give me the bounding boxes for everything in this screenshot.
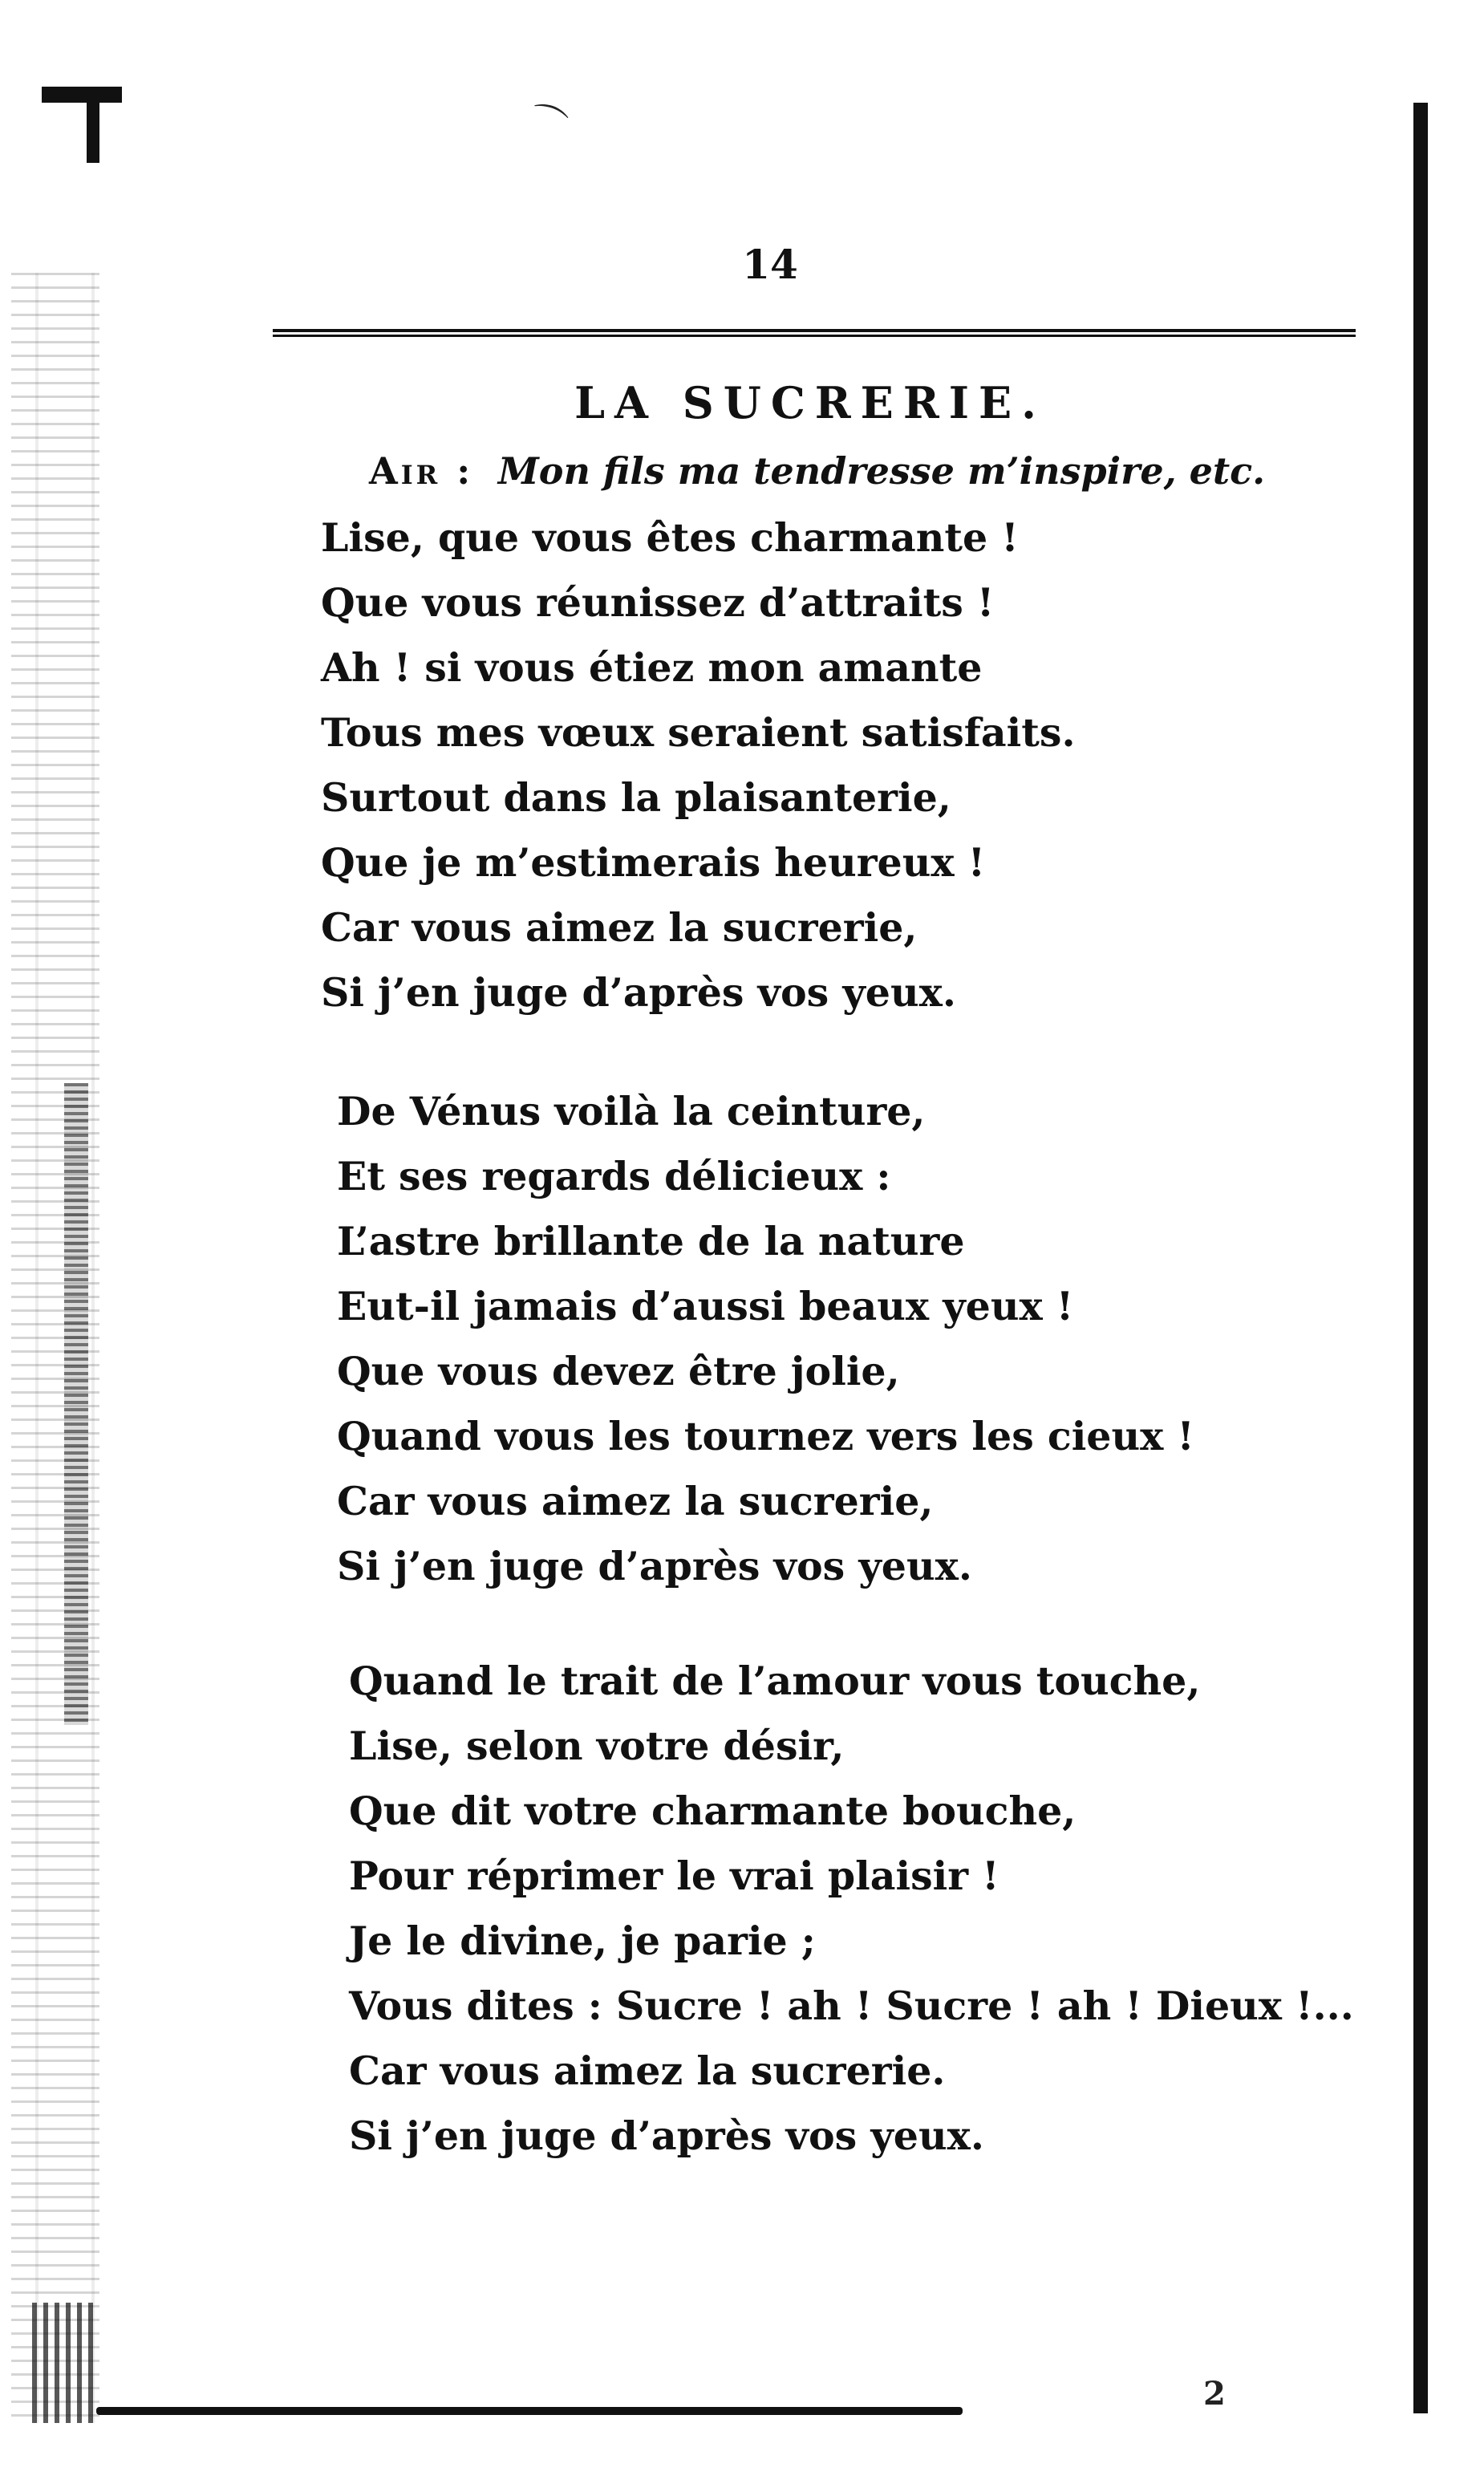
verse-line: Que vous devez être jolie, bbox=[337, 1348, 900, 1394]
signature-mark: 2 bbox=[1203, 2375, 1226, 2413]
scan-stray-mark: ⌒ bbox=[522, 96, 572, 151]
verse-line: Lise, selon votre désir, bbox=[349, 1723, 845, 1769]
verse-line: L’astre brillante de la nature bbox=[337, 1218, 965, 1264]
verse-line: Car vous aimez la sucrerie, bbox=[321, 904, 918, 951]
verse-line: Quand vous les tournez vers les cieux ! bbox=[337, 1413, 1194, 1459]
verse-line: Quand le trait de l’amour vous touche, bbox=[349, 1658, 1201, 1704]
verse-line: Si j’en juge d’après vos yeux. bbox=[337, 1543, 972, 1589]
verse-line: Vous dites : Sucre ! ah ! Sucre ! ah ! Dieux !... bbox=[349, 1983, 1354, 2029]
stanza-2 bbox=[337, 1079, 1194, 1599]
verse-line: De Vénus voilà la ceinture, bbox=[337, 1088, 926, 1134]
verse-line: Eut-il jamais d’aussi beaux yeux ! bbox=[337, 1283, 1074, 1329]
verse-line: Pour réprimer le vrai plaisir ! bbox=[349, 1853, 999, 1899]
page-number: 14 bbox=[742, 241, 798, 288]
verse-line: Tous mes vœux seraient satisfaits. bbox=[321, 709, 1076, 756]
air-label: Air : bbox=[369, 449, 474, 493]
stanza-3 bbox=[349, 1649, 1354, 2169]
verse-line: Surtout dans la plaisanterie, bbox=[321, 774, 951, 821]
verse-line: Que vous réunissez d’attraits ! bbox=[321, 579, 995, 626]
verse-line: Si j’en juge d’après vos yeux. bbox=[321, 969, 956, 1016]
scan-edge-mark bbox=[87, 87, 99, 163]
verse-line: Lise, que vous êtes charmante ! bbox=[321, 514, 1019, 561]
verse-line: Car vous aimez la sucrerie, bbox=[337, 1478, 934, 1524]
scan-right-edge bbox=[1413, 103, 1428, 2413]
verse-line: Car vous aimez la sucrerie. bbox=[349, 2048, 946, 2094]
header-rule bbox=[273, 329, 1356, 337]
scan-bottom-edge bbox=[96, 2407, 963, 2415]
air-tune: Mon fils ma tendresse m’inspire, etc. bbox=[497, 449, 1266, 493]
verse-line: Je le divine, je parie ; bbox=[349, 1918, 816, 1964]
verse-line: Si j’en juge d’après vos yeux. bbox=[349, 2113, 984, 2159]
scan-edge-speckle bbox=[64, 1083, 88, 1725]
poem-title: LA SUCRERIE. bbox=[574, 377, 1046, 428]
verse-line: Que dit votre charmante bouche, bbox=[349, 1788, 1077, 1834]
verse-line: Que je m’estimerais heureux ! bbox=[321, 839, 986, 886]
scan-corner-mark bbox=[32, 2303, 96, 2423]
stanza-1 bbox=[321, 505, 1076, 1025]
scan-edge-mark bbox=[42, 87, 122, 103]
verse-line: Ah ! si vous étiez mon amante bbox=[321, 644, 983, 691]
verse-line: Et ses regards délicieux : bbox=[337, 1153, 891, 1199]
air-line bbox=[369, 449, 1265, 493]
